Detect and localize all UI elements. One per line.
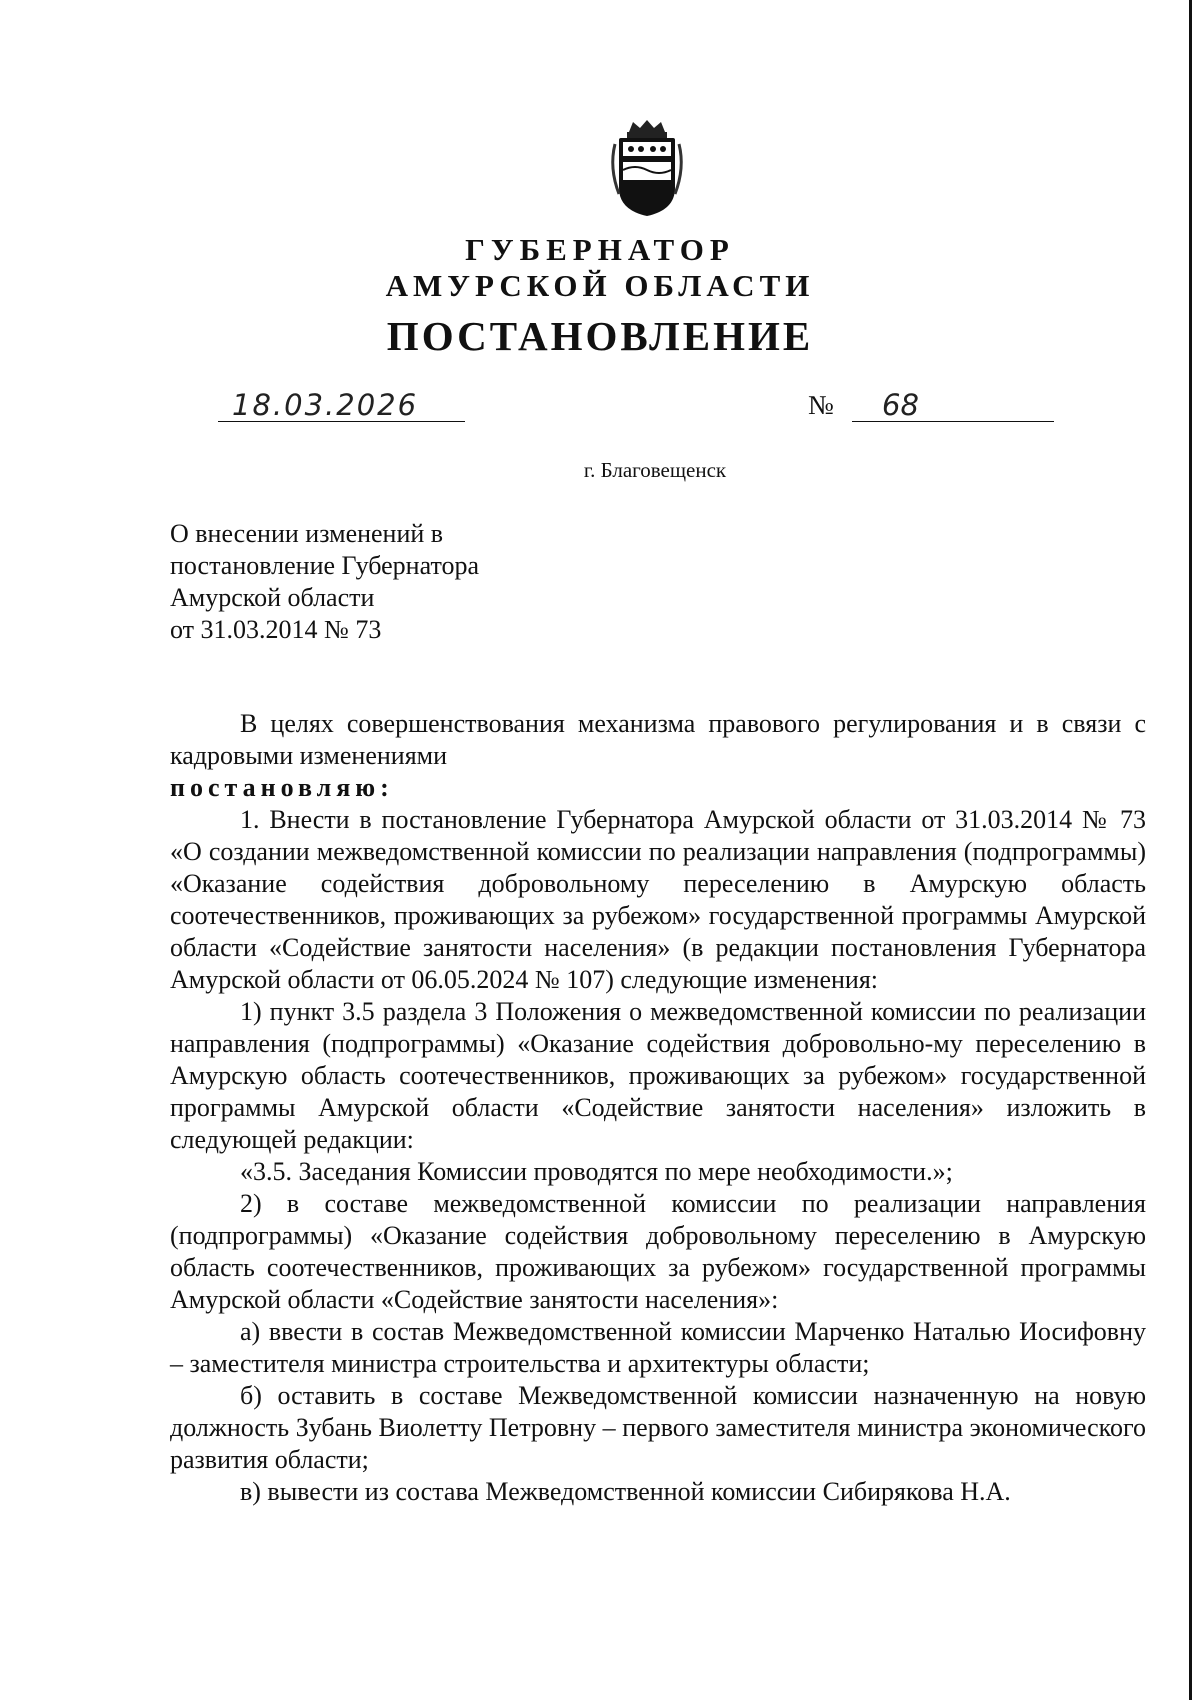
city: г. Благовещенск [583,458,727,482]
coat-of-arms-icon [607,118,687,218]
decree-word: постановляю: [170,773,394,802]
title-line: от 31.03.2014 № 73 [170,615,382,644]
header-governor: ГУБЕРНАТОР [465,232,735,267]
title-line: О внесении изменений в [170,519,444,548]
document-number: 68 [852,388,1054,422]
title-line: постановление Губернатора [170,551,480,580]
title-line: Амурской области [170,583,375,612]
number-label: № [808,390,834,420]
header-region: АМУРСКОЙ ОБЛАСТИ [385,268,815,303]
intro-paragraph: В целях совершенствования механизма правового регулирования и в связи с кадровыми изменениями [170,709,1146,770]
document-title [170,518,479,646]
paragraph-a: а) ввести в состав Межведомственной комиссии Марченко Наталью Иосифовну – заместителя министра строительства и архитектуры области; [170,1317,1146,1378]
document-date: 18.03.2026 [218,388,465,422]
paragraph-quote: «3.5. Заседания Комиссии проводятся по мере необходимости.»; [240,1157,953,1186]
header-doc-type: ПОСТАНОВЛЕНИЕ [386,313,814,359]
paragraph-1-2: 2) в составе межведомственной комиссии по реализации направления (подпрограммы) «Оказание содействия добровольному переселению в Амурскую область соотечественников, проживающих за рубежом» государственной программы Амурской области «Содействие занятости населения»: [170,1189,1146,1314]
paragraph-b: б) оставить в составе Межведомственной комиссии назначенную на новую должность Зубань Виолетту Петровну – первого заместителя министра экономического развития области; [170,1381,1146,1474]
paragraph-v: в) вывести из состава Межведомственной комиссии Сибирякова Н.А. [240,1477,1011,1506]
document-body [170,708,1146,1508]
paragraph-1-1: 1) пункт 3.5 раздела 3 Положения о межведомственной комиссии по реализации направления (подпрограммы) «Оказание содействия добровольно-му переселению в Амурскую область соотечественников, проживающих за рубежом» государственной программы Амурской области «Содействие занятости населения» изложить в следующей редакции: [170,997,1146,1154]
paragraph-1: 1. Внести в постановление Губернатора Амурской области от 31.03.2014 № 73 «О создании межведомственной комиссии по реализации направления (подпрограммы) «Оказание содействия добровольному переселению в Амурскую область соотечественников, проживающих за рубежом» государственной программы Амурской области «Содействие занятости населения» (в редакции постановления Губернатора Амурской области от 06.05.2024 № 107) следующие изменения: [170,805,1146,994]
